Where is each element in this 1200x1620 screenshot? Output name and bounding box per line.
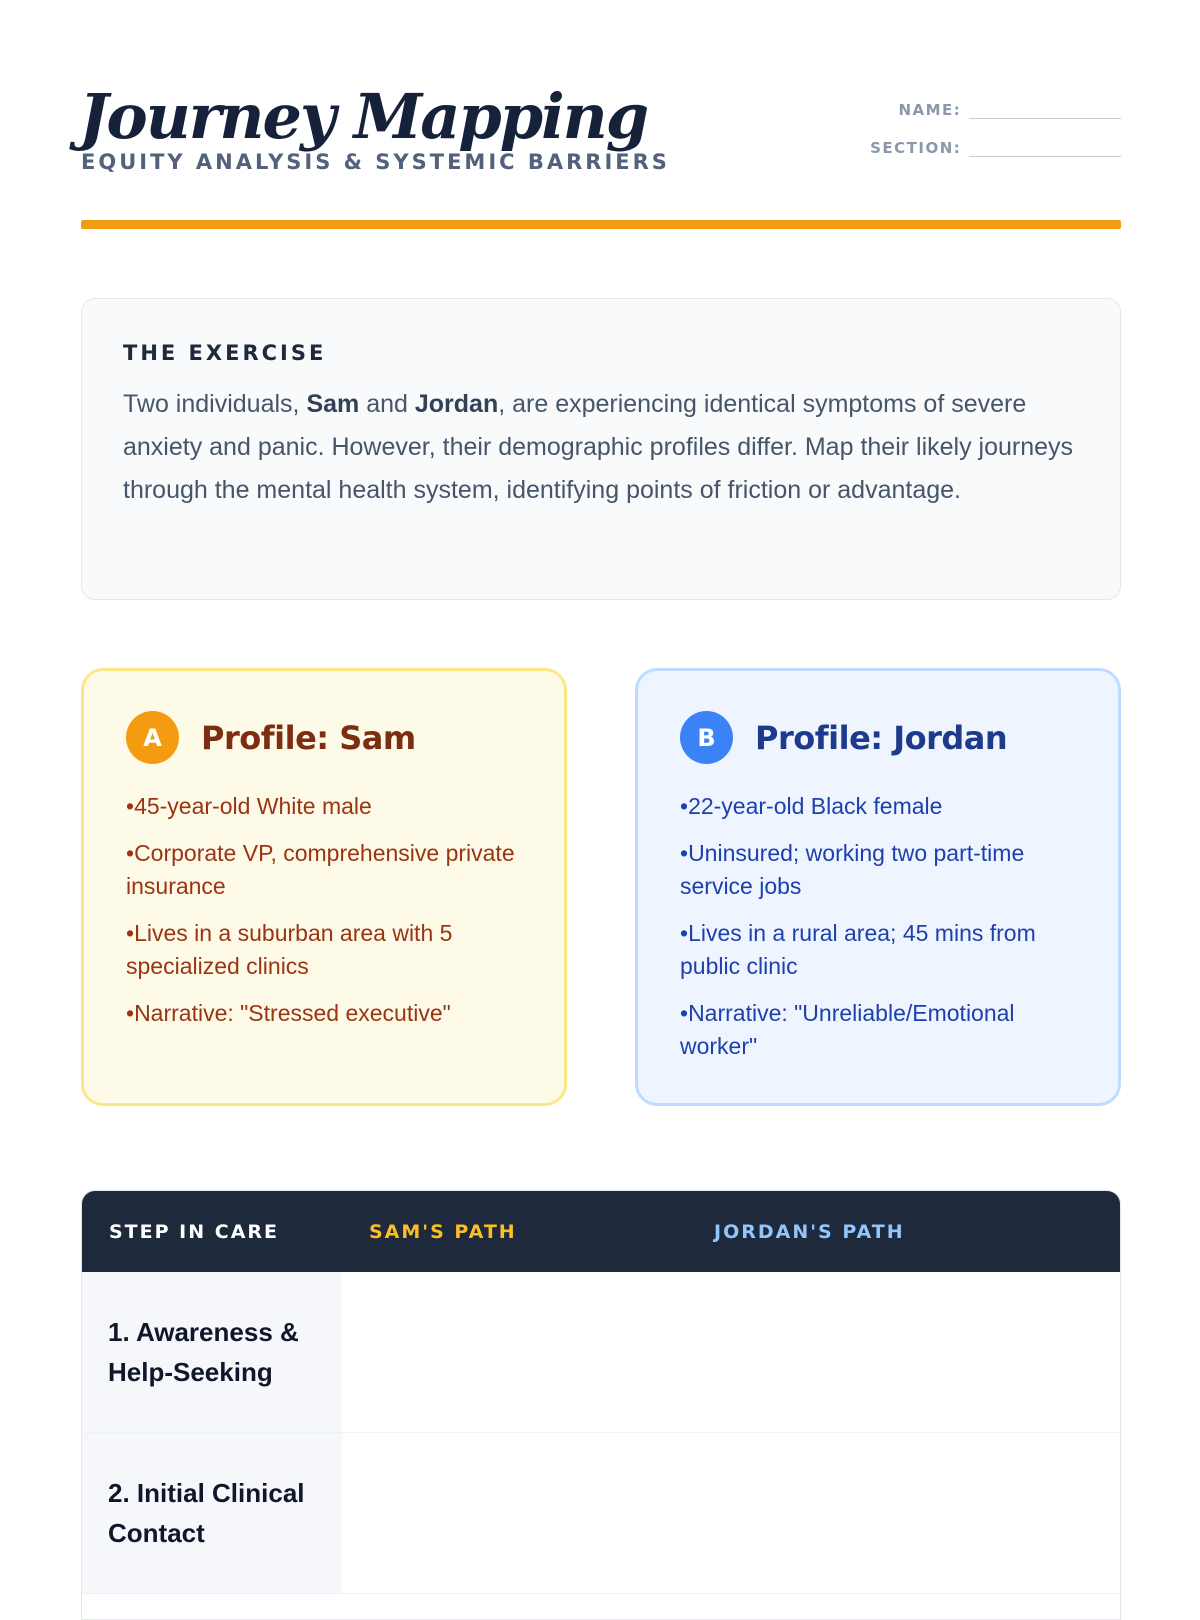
list-item: • Lives in a rural area; 45 mins from public clinic [680,917,1076,983]
page-subtitle: EQUITY ANALYSIS & SYSTEMIC BARRIERS [81,150,670,174]
column-header-sam: SAM'S PATH [369,1220,517,1243]
profile-badge-a: A [126,711,179,764]
profile-title: Profile: Jordan [755,718,1008,757]
header-divider [81,220,1121,229]
name-field[interactable] [801,97,1121,119]
worksheet-header [81,80,1121,230]
exercise-name-sam: Sam [306,390,360,418]
exercise-text-part: , are experiencing identical symptoms of severe anxiety and panic. However, their demographic profiles differ. Map their likely journeys through the mental health system, identifying points of friction or advantage. [123,390,1074,504]
profile-title: Profile: Sam [201,718,416,757]
name-label: NAME: [898,101,962,119]
step-cell [82,1272,342,1432]
section-label: SECTION: [870,139,962,157]
page-title: Journey Mapping [79,80,648,153]
sam-path-cell[interactable] [342,1433,687,1593]
profile-badge-b: B [680,711,733,764]
exercise-text-part: Two individuals, [123,390,307,418]
section-field[interactable] [801,135,1121,157]
table-header [82,1191,1120,1272]
profile-header [680,711,1076,764]
list-item: • Narrative: "Unreliable/Emotional worker" [680,997,1076,1063]
profile-attributes [126,790,522,1030]
list-item: • 45-year-old White male [126,790,522,823]
column-header-jordan: JORDAN'S PATH [714,1220,905,1243]
profile-card-sam [81,668,567,1106]
exercise-description [123,383,1079,512]
sam-path-cell[interactable] [342,1272,687,1432]
list-item: • Uninsured; working two part-time service jobs [680,837,1076,903]
exercise-name-jordan: Jordan [414,390,499,418]
step-cell [82,1433,342,1593]
jordan-path-cell[interactable] [687,1433,1121,1593]
table-row [82,1433,1120,1594]
journey-table [81,1190,1121,1620]
student-info-fields [801,97,1121,173]
jordan-path-cell[interactable] [687,1272,1121,1432]
exercise-heading: THE EXERCISE [123,341,327,365]
exercise-text-part: and [359,390,415,418]
list-item: • 22-year-old Black female [680,790,1076,823]
column-header-step: STEP IN CARE [109,1220,280,1243]
section-blank-line[interactable]: __________________ [969,141,1121,157]
profile-card-jordan [635,668,1121,1106]
table-row [82,1272,1120,1433]
list-item: • Narrative: "Stressed executive" [126,997,522,1030]
profile-header [126,711,522,764]
list-item: • Lives in a suburban area with 5 specialized clinics [126,917,522,983]
list-item: • Corporate VP, comprehensive private insurance [126,837,522,903]
exercise-card [81,298,1121,600]
step-label: 2. Initial Clinical Contact [108,1478,305,1548]
profile-attributes [680,790,1076,1063]
step-label: 1. Awareness & Help-Seeking [108,1317,299,1387]
name-blank-line[interactable]: __________________ [969,103,1121,119]
